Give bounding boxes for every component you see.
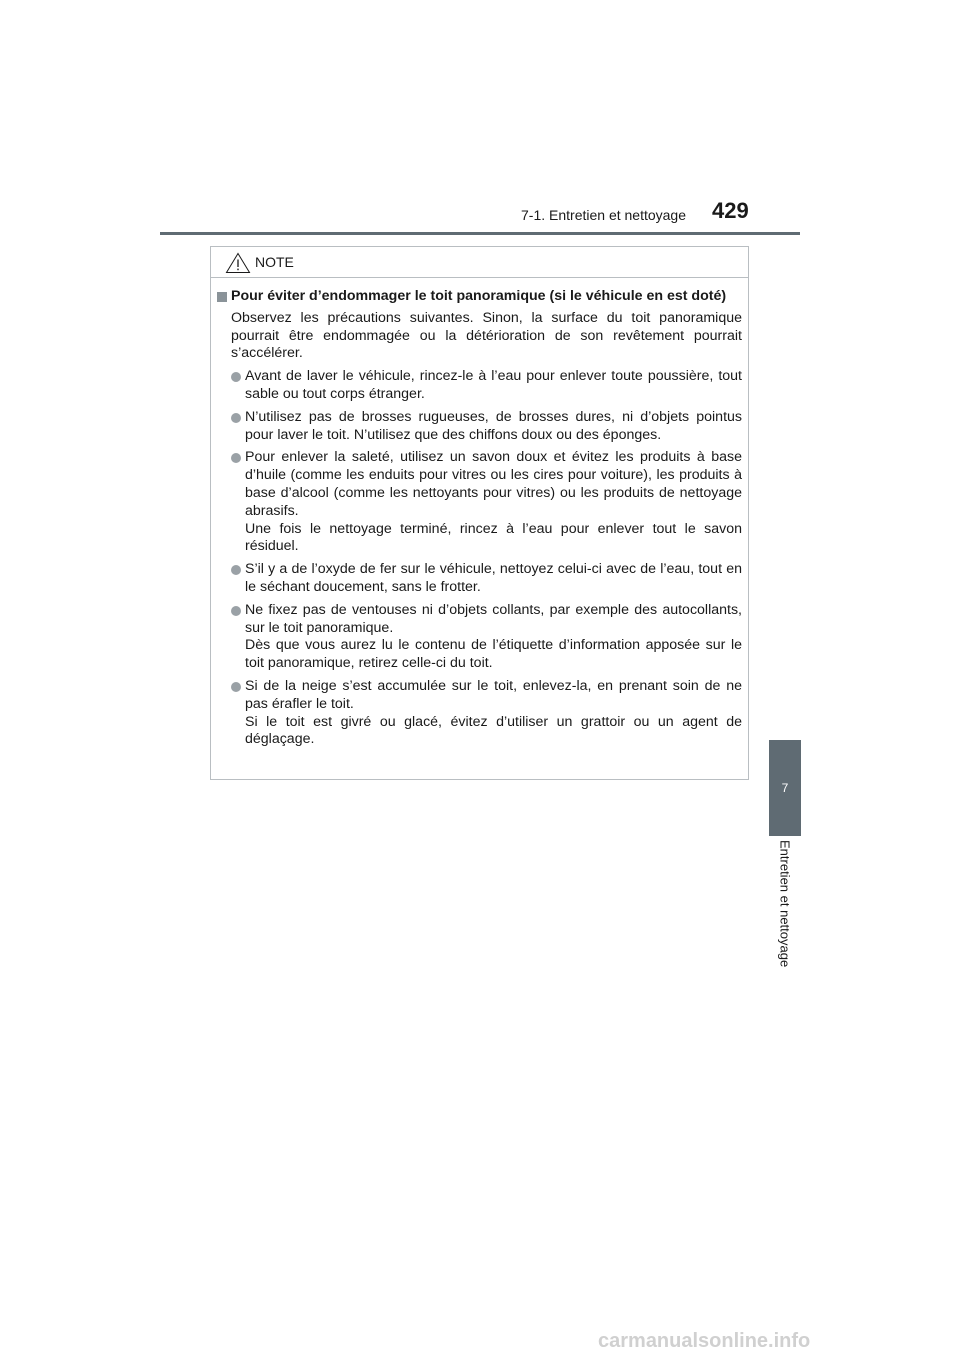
- list-item: [217, 409, 742, 445]
- warning-triangle-icon: [225, 252, 251, 274]
- circle-bullet-icon: [231, 413, 241, 423]
- bullet-text: [245, 449, 742, 556]
- bullet-paragraph: S’il y a de l’oxyde de fer sur le véhicule, nettoyez celui-ci avec de l’eau, tout en le séchant doucement, sans le frotter.: [245, 561, 742, 595]
- circle-bullet-icon: [231, 372, 241, 382]
- bullet-text: [245, 602, 742, 673]
- bullet-text: [245, 409, 742, 445]
- note-header: [211, 247, 748, 278]
- list-item: [217, 561, 742, 597]
- bullet-paragraph: Une fois le nettoyage terminé, rincez à l’eau pour enlever tout le savon résiduel.: [245, 520, 742, 555]
- list-item: [217, 602, 742, 673]
- bullet-text: [245, 678, 742, 749]
- note-box: [210, 246, 749, 780]
- bullet-paragraph: Si de la neige s’est accumulée sur le toit, enlevez-la, en prenant soin de ne pas érafler le toit.: [245, 677, 742, 712]
- watermark: carmanualsonline.info: [598, 1330, 811, 1352]
- circle-bullet-icon: [231, 453, 241, 463]
- chapter-tab-number: 7: [781, 781, 789, 795]
- note-section-title: [217, 288, 742, 306]
- chapter-side-label-text: Entretien et nettoyage: [777, 840, 793, 968]
- bullet-paragraph: Avant de laver le véhicule, rincez-le à l’eau pour enlever toute poussière, tout sable ou tout corps étranger.: [245, 368, 742, 402]
- header-section-title: 7-1. Entretien et nettoyage: [521, 207, 686, 223]
- bullet-paragraph: Ne fixez pas de ventouses ni d’objets collants, par exemple des autocollants, sur le toit panoramique.: [245, 601, 742, 636]
- bullet-paragraph: Si le toit est givré ou glacé, évitez d’utiliser un grattoir ou un agent de déglaçage.: [245, 713, 742, 748]
- page-number: 429: [712, 198, 749, 223]
- chapter-side-label: [769, 840, 801, 968]
- note-content: [211, 278, 748, 749]
- bullet-paragraph: N’utilisez pas de brosses rugueuses, de brosses dures, ni d’objets pointus pour laver le toit. N’utilisez que des chiffons doux ou des éponges.: [245, 408, 742, 443]
- list-item: [217, 678, 742, 749]
- chapter-tab[interactable]: [769, 740, 801, 836]
- header-divider: [160, 232, 800, 235]
- bullet-text: [245, 368, 742, 404]
- note-section-title-text: Pour éviter d’endommager le toit panoramique (si le véhicule en est doté): [231, 288, 727, 304]
- bullet-paragraph: Dès que vous aurez lu le contenu de l’étiquette d’information apposée sur le toit panoramique, retirez celle-ci du toit.: [245, 637, 742, 672]
- list-item: [217, 368, 742, 404]
- bullet-list: [217, 368, 742, 749]
- note-intro: Observez les précautions suivantes. Sinon, la surface du toit panoramique pourrait être endommagée ou la détérioration de son revêtement pourrait s’accélérer.: [231, 309, 742, 362]
- square-bullet-icon: [217, 292, 227, 302]
- list-item: [217, 449, 742, 556]
- note-label: NOTE: [255, 254, 294, 270]
- circle-bullet-icon: [231, 606, 241, 616]
- bullet-paragraph: Pour enlever la saleté, utilisez un savon doux et évitez les produits à base d’huile (comme les enduits pour vitres ou les cires pour voiture), les produits à base d’alcool (comme les nettoyants pour vitres) ou les produits de nettoyage abrasifs.: [245, 449, 742, 519]
- circle-bullet-icon: [231, 682, 241, 692]
- circle-bullet-icon: [231, 565, 241, 575]
- bullet-text: [245, 561, 742, 597]
